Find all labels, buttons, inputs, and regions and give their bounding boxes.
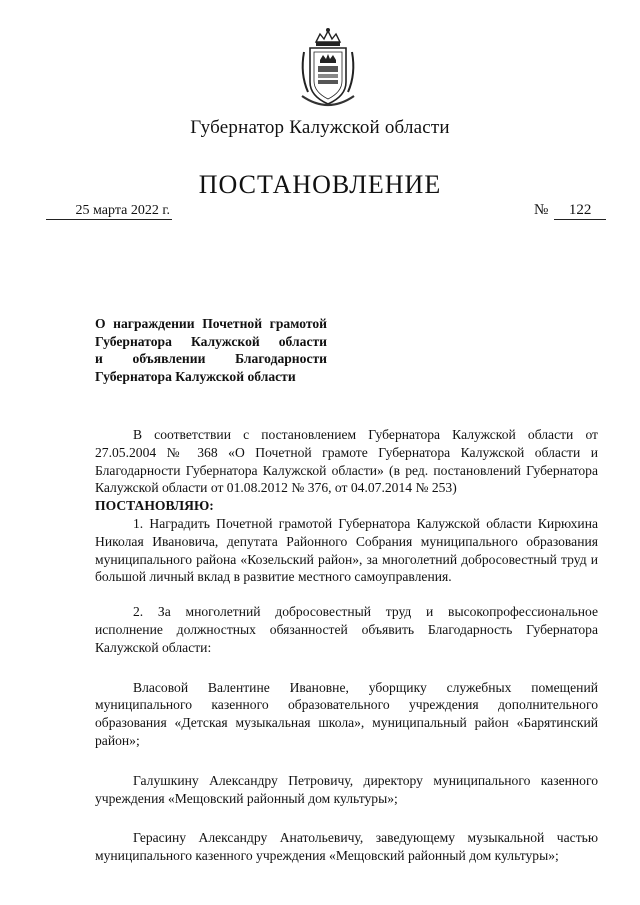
document-type-title: ПОСТАНОВЛЕНИЕ <box>198 170 442 199</box>
document-date: 25 марта 2022 г. <box>46 202 172 220</box>
decree-word: ПОСТАНОВЛЯЮ: <box>95 498 214 514</box>
document-number <box>534 201 606 220</box>
document-body <box>95 426 598 865</box>
awardee-paragraph: Герасину Александру Анатольевичу, заведующему музыкальной частью муниципального казенного учреждения «Мещовский районный дом культуры»; <box>95 830 598 864</box>
subject-line: Губернатора Калужской области <box>95 368 296 384</box>
document-subject <box>95 315 327 385</box>
subject-line: и объявлении Благодарности <box>95 351 327 366</box>
awardee-paragraph: Галушкину Александру Петровичу, директору муниципального казенного учреждения «Мещовский районный дом культуры»; <box>95 772 598 806</box>
number-sign: № <box>534 202 549 218</box>
item-2-paragraph: 2. За многолетний добросовестный труд и высокопрофессиональное исполнение должностных обязанностей объявить Благодарность Губернатора Калужской области: <box>95 604 598 655</box>
subject-line: О награждении Почетной грамотой <box>95 316 327 331</box>
number-value: 122 <box>554 201 606 220</box>
issuing-authority: Губернатор Калужской области <box>190 117 450 138</box>
subject-line: Губернатора Калужской области <box>95 333 327 349</box>
awardee-paragraph: Власовой Валентине Ивановне, уборщику служебных помещений муниципального казенного образовательного учреждения дополнительного образования «Детская музыкальная школа», муниципальный район «Барятинский район»; <box>95 679 598 748</box>
item-1-paragraph: 1. Наградить Почетной грамотой Губернатора Калужской области Кирюхина Николая Ивановича, депутата Районного Собрания муниципального образования муниципального района «Козельский район», за многолетний добросовестный труд и большой личный вклад в развитие местного самоуправления. <box>95 515 598 585</box>
coat-of-arms-emblem <box>294 26 362 110</box>
preamble-paragraph: В соответствии с постановлением Губернатора Калужской области от 27.05.2004 № 368 «О Почетной грамоте Губернатора Калужской области и Благодарности Губернатора Калужской области» (в ред. постановлений Губернатора Калужской области от 01.08.2012 № 376, от 04.07.2014 № 253) <box>95 427 598 496</box>
